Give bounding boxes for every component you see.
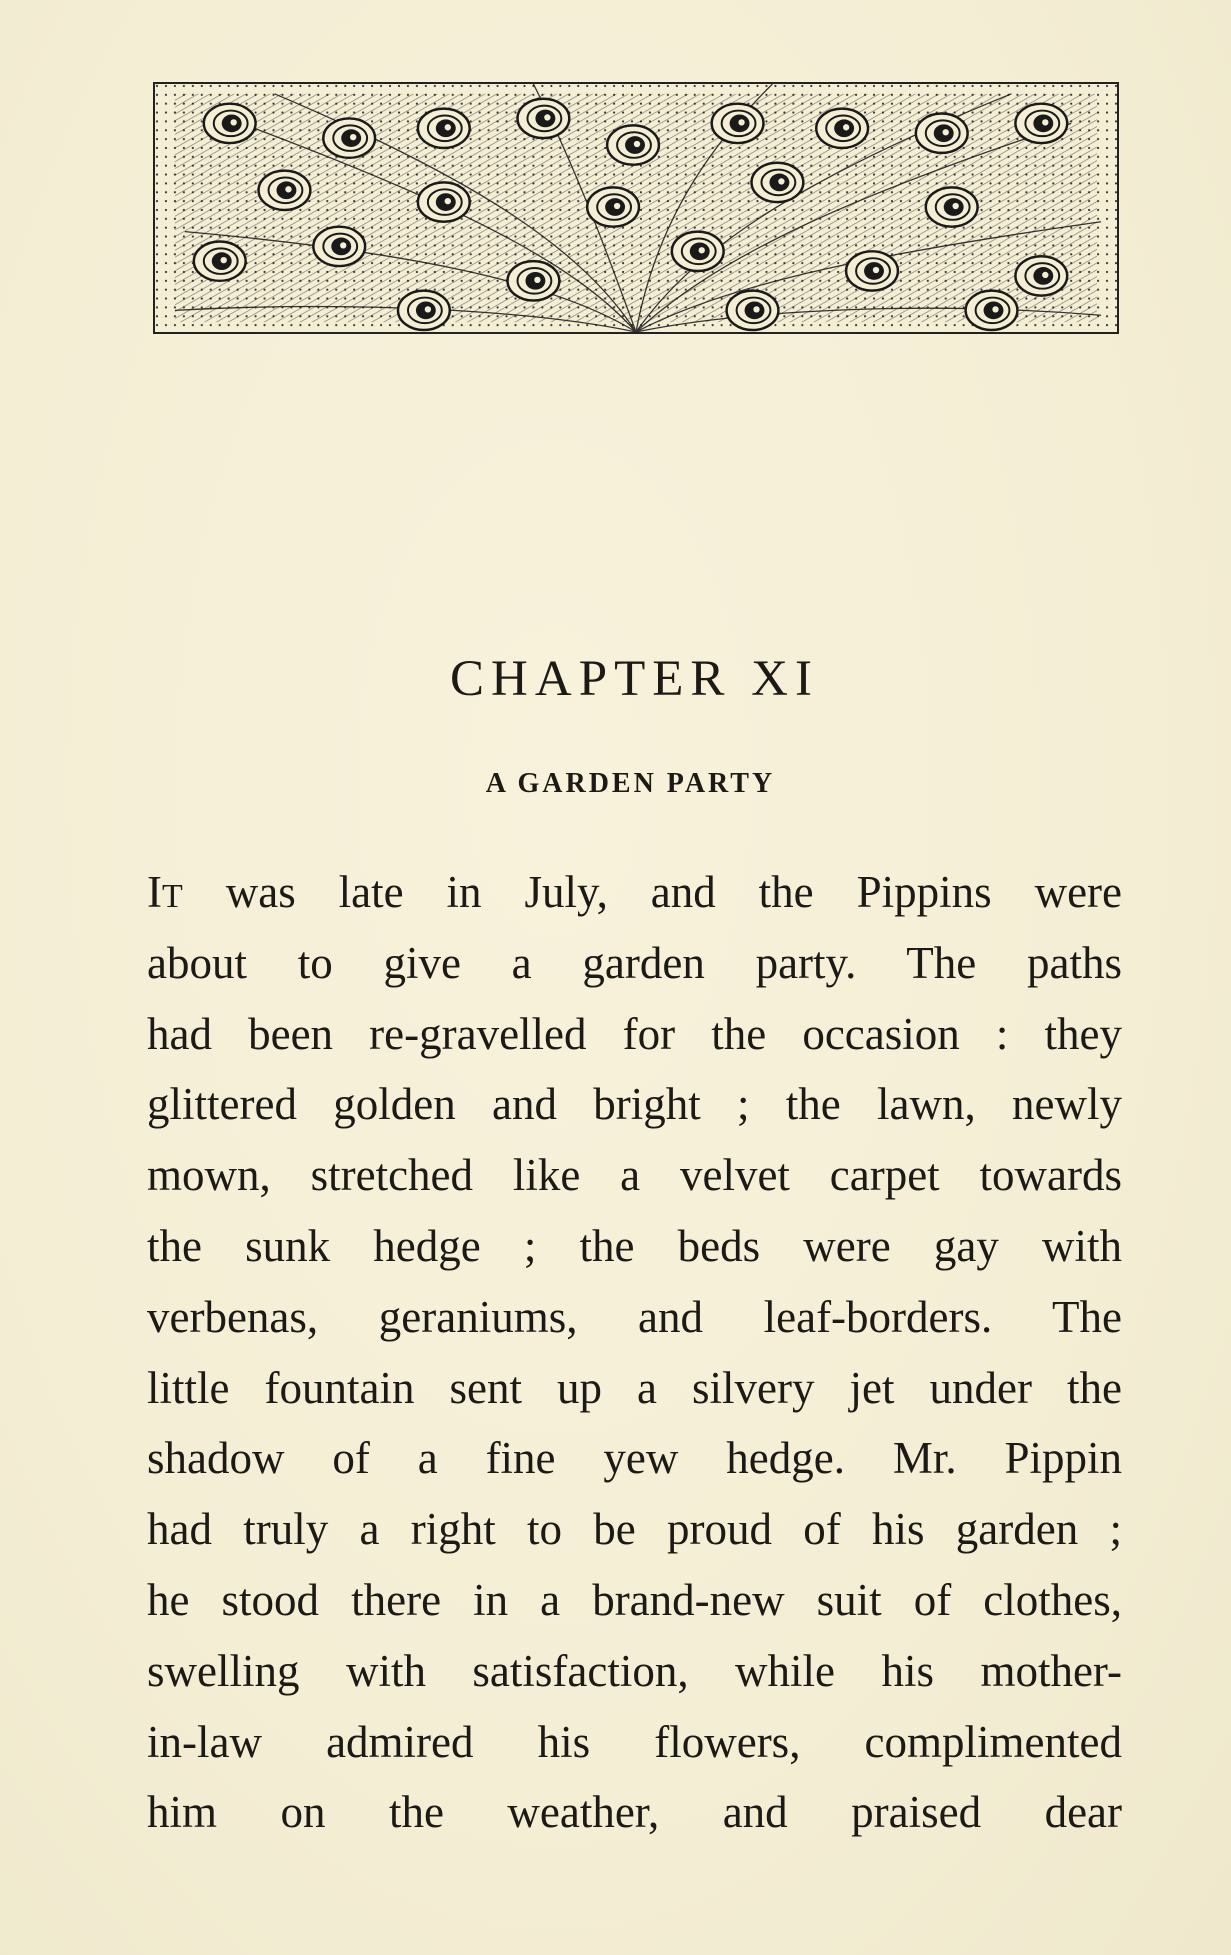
text-line: he stood there in a brand-new suit of clothes, <box>147 1574 1122 1625</box>
text-line: shadow of a fine yew hedge. Mr. Pippin <box>147 1433 1122 1484</box>
text-line: about to give a garden party. The paths <box>147 937 1122 988</box>
text-line: little fountain sent up a silvery jet under the <box>147 1362 1122 1413</box>
text-line: mown, stretched like a velvet carpet towards <box>147 1150 1122 1201</box>
text-line: verbenas, geraniums, and leaf-borders. The <box>147 1291 1122 1342</box>
text-line: had truly a right to be proud of his garden ; <box>147 1504 1122 1555</box>
peacock-feather-ornament-icon <box>153 82 1119 334</box>
text-line: had been re-gravelled for the occasion : they <box>147 1008 1122 1059</box>
text-line: in-law admired his flowers, complimented <box>147 1716 1122 1767</box>
body-paragraph <box>147 857 1122 1848</box>
text-line: the sunk hedge ; the beds were gay with <box>147 1220 1122 1271</box>
chapter-subtitle: A GARDEN PARTY <box>485 768 776 799</box>
chapter-title: CHAPTER XI <box>450 651 819 707</box>
text-line: him on the weather, and praised dear <box>147 1787 1122 1838</box>
text-line: swelling with satisfaction, while his mother- <box>147 1645 1122 1696</box>
text-line: IT was late in July, and the Pippins were <box>147 867 1122 917</box>
text-line: glittered golden and bright ; the lawn, newly <box>147 1079 1122 1130</box>
